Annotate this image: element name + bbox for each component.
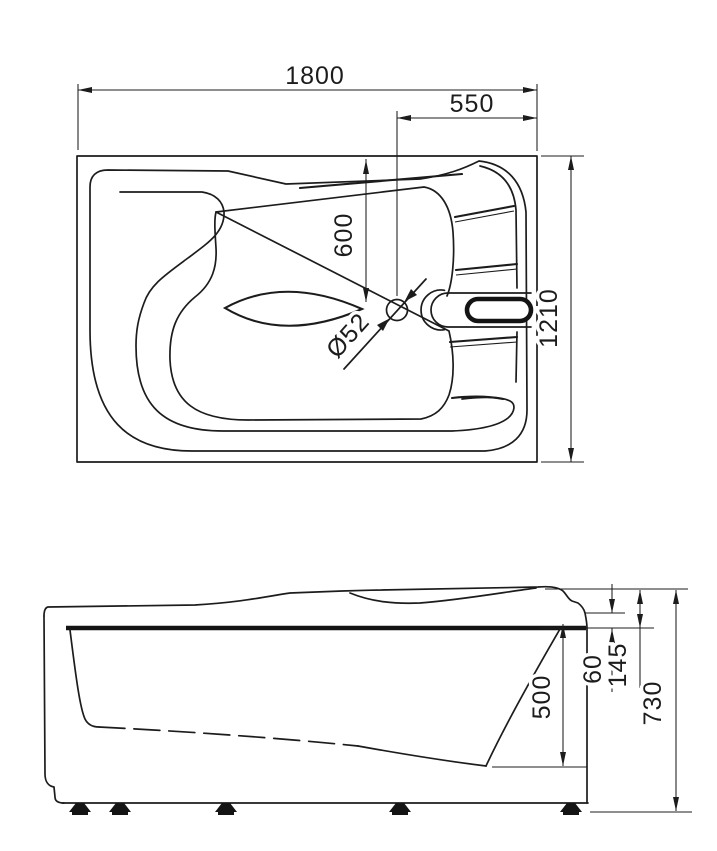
side-interior-front-slope — [70, 630, 99, 727]
dim-inner-depth — [528, 624, 566, 766]
side-interior-floor-solid — [358, 746, 486, 766]
side-left-edge — [44, 616, 64, 803]
headrest-right-edge-lower — [516, 332, 517, 382]
side-interior-floor-dashed — [99, 727, 358, 746]
dim-label-drain-diameter: Ø52 — [320, 307, 376, 364]
plan-rim-outer — [90, 161, 527, 451]
dim-label-1800: 1800 — [285, 62, 345, 90]
dim-label-145: 145 — [604, 642, 632, 688]
foot — [69, 803, 91, 815]
faucet-c-arc — [421, 290, 444, 330]
dim-label-1210: 1210 — [535, 288, 563, 348]
dim-label-600: 600 — [330, 212, 358, 258]
side-view — [44, 584, 692, 815]
dim-label-500: 500 — [528, 674, 556, 720]
faucet-spout — [467, 299, 531, 321]
dim-plan-width — [535, 156, 584, 462]
foot — [389, 803, 411, 815]
dim-overall-height — [639, 590, 679, 811]
plan-basin-lower — [170, 212, 453, 420]
foot — [560, 803, 582, 815]
headrest-top-shadow-line — [300, 174, 462, 188]
feet — [69, 803, 582, 815]
dim-label-550: 550 — [449, 90, 495, 118]
foot — [215, 803, 237, 815]
foot — [109, 803, 131, 815]
faucet — [421, 290, 531, 330]
plan-view — [77, 62, 584, 462]
plan-rim-inner — [120, 192, 514, 431]
drain-leader-arrow-sw — [377, 319, 390, 332]
dim-backrest-height — [604, 590, 643, 688]
dim-label-730: 730 — [639, 680, 667, 726]
dim-label-60: 60 — [579, 654, 607, 684]
